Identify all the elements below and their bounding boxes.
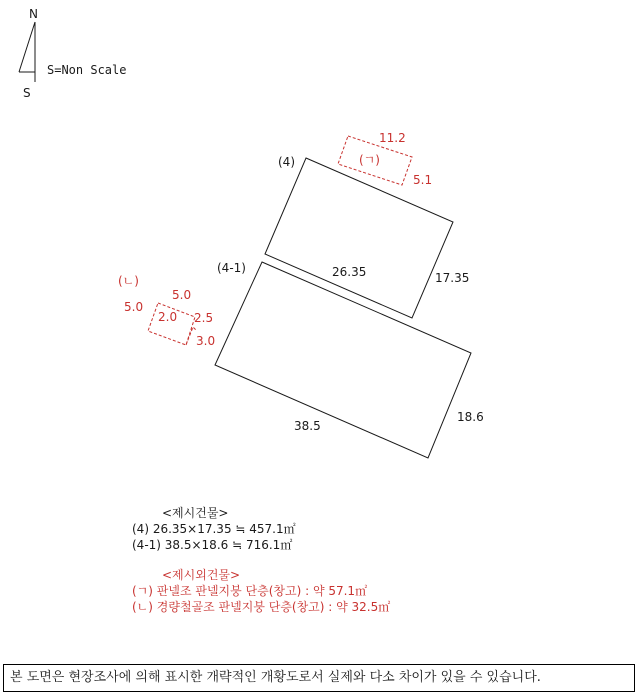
area-legend	[132, 505, 390, 615]
north-label: N	[29, 7, 38, 21]
annex-b-label: (ㄴ)	[118, 274, 139, 288]
north-arrow-icon	[19, 22, 35, 82]
building-4-label: (4)	[278, 155, 295, 169]
building-4-width-dim: 17.35	[435, 271, 470, 285]
presented-building-row: (4) 26.35×17.35 ≒ 457.1㎡	[132, 522, 296, 536]
annex-b-left-dim: 5.0	[124, 300, 144, 314]
annex-a-width-dim: 5.1	[413, 173, 433, 187]
south-label: S	[23, 86, 31, 100]
presented-building-row: (4-1) 38.5×18.6 ≒ 716.1㎡	[132, 538, 293, 552]
other-building-row: (ㄴ) 경량철골조 판넬지붕 단층(창고) : 약 32.5㎡	[132, 600, 391, 614]
building-4-length-dim: 26.35	[332, 265, 367, 279]
building-4-1-outline	[215, 262, 471, 458]
building-4-1-label: (4-1)	[217, 261, 246, 275]
other-building-row: (ㄱ) 판넬조 판넬지붕 단층(창고) : 약 57.1㎡	[132, 584, 368, 598]
disclaimer-note: 본 도면은 현장조사에 의해 표시한 개략적인 개황도로서 실제와 다소 차이가 있을 수 있습니다.	[3, 664, 635, 692]
scale-label: S=Non Scale	[47, 63, 127, 77]
annex-b-bottom-dim: 3.0	[196, 334, 216, 348]
other-buildings-header: <제시외건물>	[162, 568, 241, 582]
annex-b-inner-dim-a: 2.0	[158, 310, 178, 324]
building-4-1-length-dim: 38.5	[294, 419, 321, 433]
annex-a-length-dim: 11.2	[379, 131, 406, 145]
building-4-1-width-dim: 18.6	[457, 410, 484, 424]
annex-b-inner-dim-b: 2.5	[194, 311, 214, 325]
annex-b-top-dim: 5.0	[172, 288, 192, 302]
annex-a-label: (ㄱ)	[359, 153, 380, 167]
presented-buildings-header: <제시건물>	[162, 506, 229, 520]
